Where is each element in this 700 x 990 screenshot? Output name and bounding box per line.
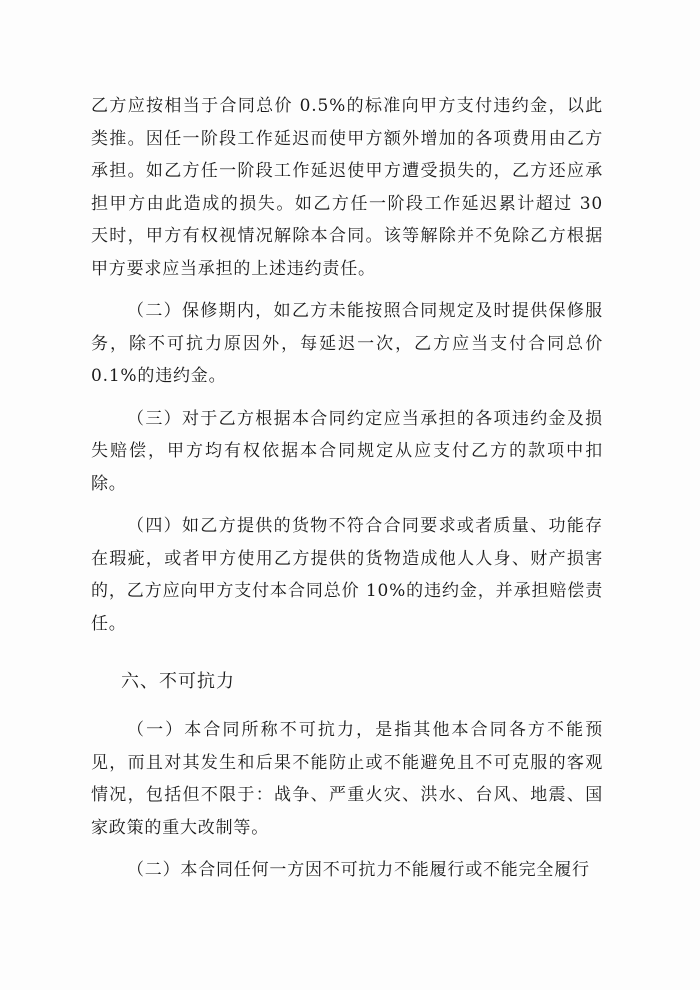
- section-heading-force-majeure: 六、不可抗力: [121, 671, 235, 692]
- paragraph-deduction-right: （三）对于乙方根据本合同约定应当承担的各项违约金及损失赔偿，甲方均有权依据本合同规定从应支付乙方的款项中扣除。: [91, 408, 603, 494]
- paragraph-warranty-delay: （二）保修期内，如乙方未能按照合同规定及时提供保修服务，除不可抗力原因外，每延迟一次，乙方应当支付合同总价 0.1%的违约金。: [91, 301, 603, 386]
- paragraph-force-majeure-nonperformance: （二）本合同任何一方因不可抗力不能履行或不能完全履行: [127, 860, 590, 880]
- paragraph-force-majeure-definition: （一）本合同所称不可抗力，是指其他本合同各方不能预见，而且对其发生和后果不能防止或不能避免且不可克服的客观情况，包括但不限于：战争、严重火灾、洪水、台风、地震、国家政策的重大改制等。: [91, 720, 603, 838]
- paragraph-defective-goods: （四）如乙方提供的货物不符合合同要求或者质量、功能存在瑕疵，或者甲方使用乙方提供的货物造成他人人身、财产损害的，乙方应向甲方支付本合同总价 10%的违约金，并承担赔偿责任。: [91, 516, 603, 634]
- document-body: [91, 90, 603, 887]
- paragraph-penalty-continuation: 乙方应按相当于合同总价 0.5%的标准向甲方支付违约金，以此类推。因任一阶段工作延迟而使甲方额外增加的各项费用由乙方承担。如乙方任一阶段工作延迟使甲方遭受损失的，乙方还应承担甲方由此造成的损失。如乙方任一阶段工作延迟累计超过 30 天时，甲方有权视情况解除本合同。该等解除并不免除乙方根据甲方要求应当承担的上述违约责任。: [91, 96, 603, 279]
